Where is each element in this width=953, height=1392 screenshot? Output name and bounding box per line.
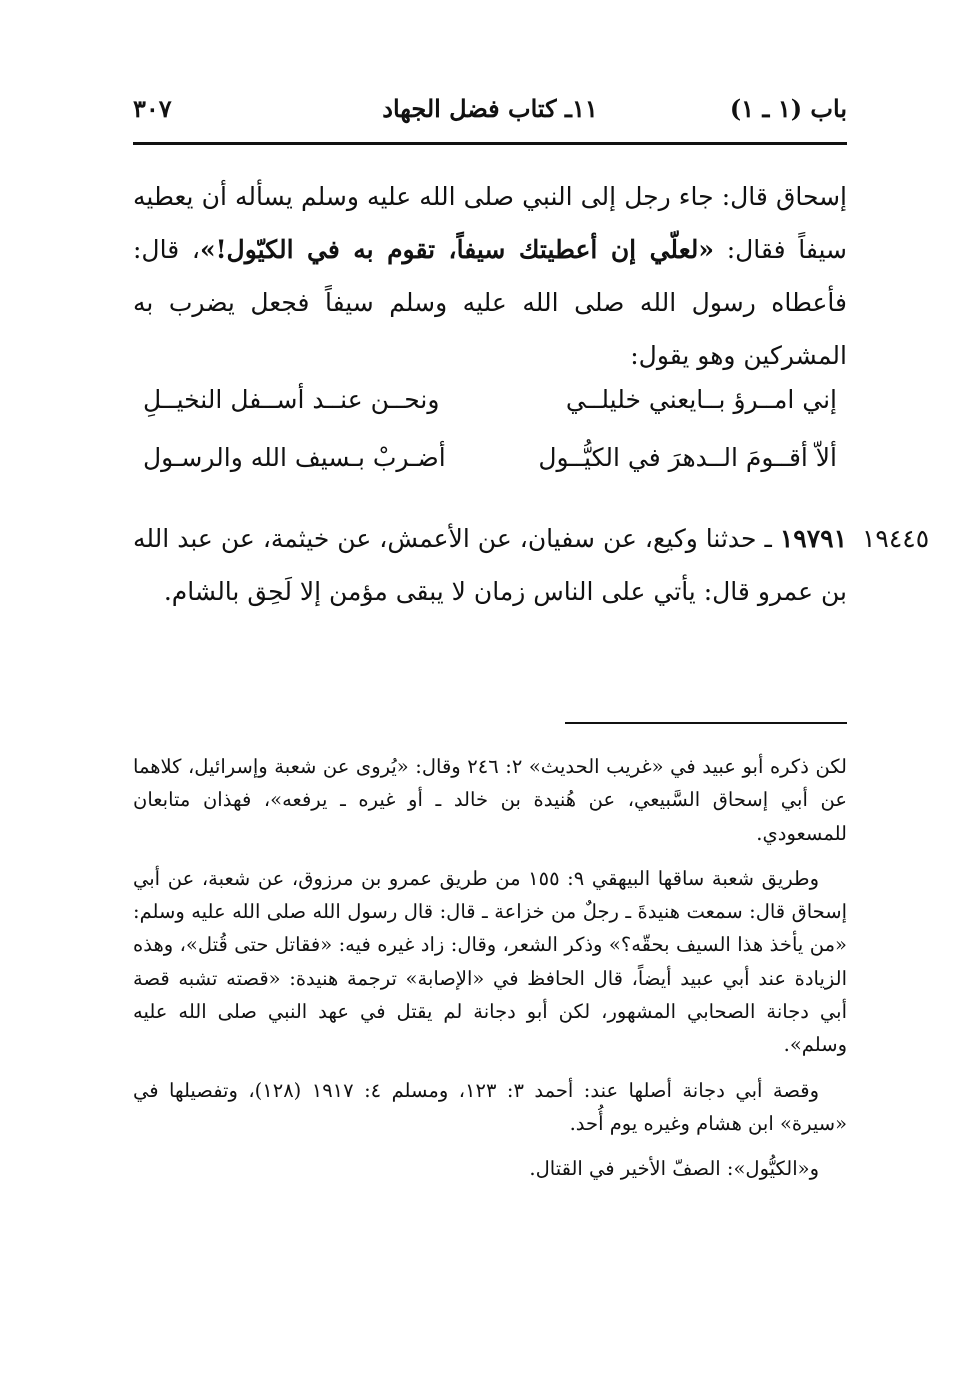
poem-verse-2	[133, 443, 847, 501]
main-paragraph	[133, 170, 847, 382]
page-header	[133, 92, 847, 132]
poem	[133, 385, 847, 501]
page-number: ٣٠٧	[133, 94, 172, 123]
hadith-entry	[133, 512, 847, 618]
main-text	[133, 170, 847, 382]
main-paragraph-start: إسحاق قال: جاء رجل إلى النبي صلى الله عليه وسلم يسأله أن يعطيه سيفاً فقال:	[133, 182, 847, 264]
poem-verse-1	[133, 385, 847, 443]
verse-2-first-hemistich: ألاّ أقــومَ الــدهرَ في الكيُّــول	[538, 443, 837, 472]
hadith-number: ١٩٧٩١	[779, 524, 847, 553]
margin-hadith-number: ١٩٤٤٥	[862, 524, 930, 553]
chapter-reference: باب (١ ـ ١)	[729, 94, 847, 123]
footnote-paragraph-1: لكن ذكره أبو عبيد في «غريب الحديث» ٢: ٢٤٦ وقال: «يُروى عن شعبة وإسرائيل، كلاهما عن أبي إسحاق السَّبيعي، عن هُنيدة بن خالد ـ أو غيره ـ يرفعه»، فهذان متابعان للمسعودي.	[133, 755, 847, 845]
verse-2-second-hemistich: أضـربْ بـسيف الله والرسـول	[143, 443, 446, 472]
footnote-paragraph-4: و«الكيُّول»: الصفّ الأخير في القتال.	[529, 1157, 819, 1181]
verse-1-first-hemistich: إني امــرؤ بــايعني خليلــي	[565, 385, 837, 414]
prophet-quote: «لعلّي إن أعطيتك سيفاً، تقوم به في الكيّول!»	[199, 235, 715, 264]
footnotes	[133, 750, 847, 1198]
hadith-paragraph	[133, 512, 847, 618]
verse-1-second-hemistich: ونحــن عنــد أســفل النخيــلِ	[143, 385, 440, 414]
main-paragraph-end: ، قال: فأعطاه رسول الله صلى الله عليه وسلم سيفاً فجعل يضرب به المشركين وهو يقول:	[133, 235, 847, 370]
header-divider	[133, 142, 847, 145]
hadith-text: ـ حدثنا وكيع، عن سفيان، عن الأعمش، عن خيثمة، عن عبد الله بن عمرو قال: يأتي على الناس زمان لا يبقى مؤمن إلا لَحِق بالشام.	[133, 524, 847, 606]
footnote-divider	[565, 722, 847, 724]
footnote-paragraph-2: وطريق شعبة ساقها البيهقي ٩: ١٥٥ من طريق عمرو بن مرزوق، عن شعبة، عن أبي إسحاق قال: سمعت هنيدةَ ـ رجلٌ من خزاعة ـ قال: قال رسول الله صلى الله عليه وسلم: «من يأخذ هذا السيف بحقّه؟» وذكر الشعر، وقال: زاد غيره فيه: «فقاتل حتى قُتل»، وهذه الزيادة عند أبي عبيد أيضاً، قال الحافظ في «الإصابة» ترجمة هنيدة: «قصته تشبه قصة أبي دجانة الصحابي المشهور، لكن أبو دجانة لم يقتل في عهد النبي صلى الله عليه وسلم».	[133, 866, 847, 1057]
footnote-paragraph-3: وقصة أبي دجانة أصلها عند: أحمد ٣: ١٢٣، ومسلم ٤: ١٩١٧ (١٢٨)، وتفصيلها في «سيرة» ابن هشام وغيره يوم أُحد.	[133, 1078, 847, 1135]
book-title: ١١ـ كتاب فضل الجهاد	[382, 94, 598, 123]
